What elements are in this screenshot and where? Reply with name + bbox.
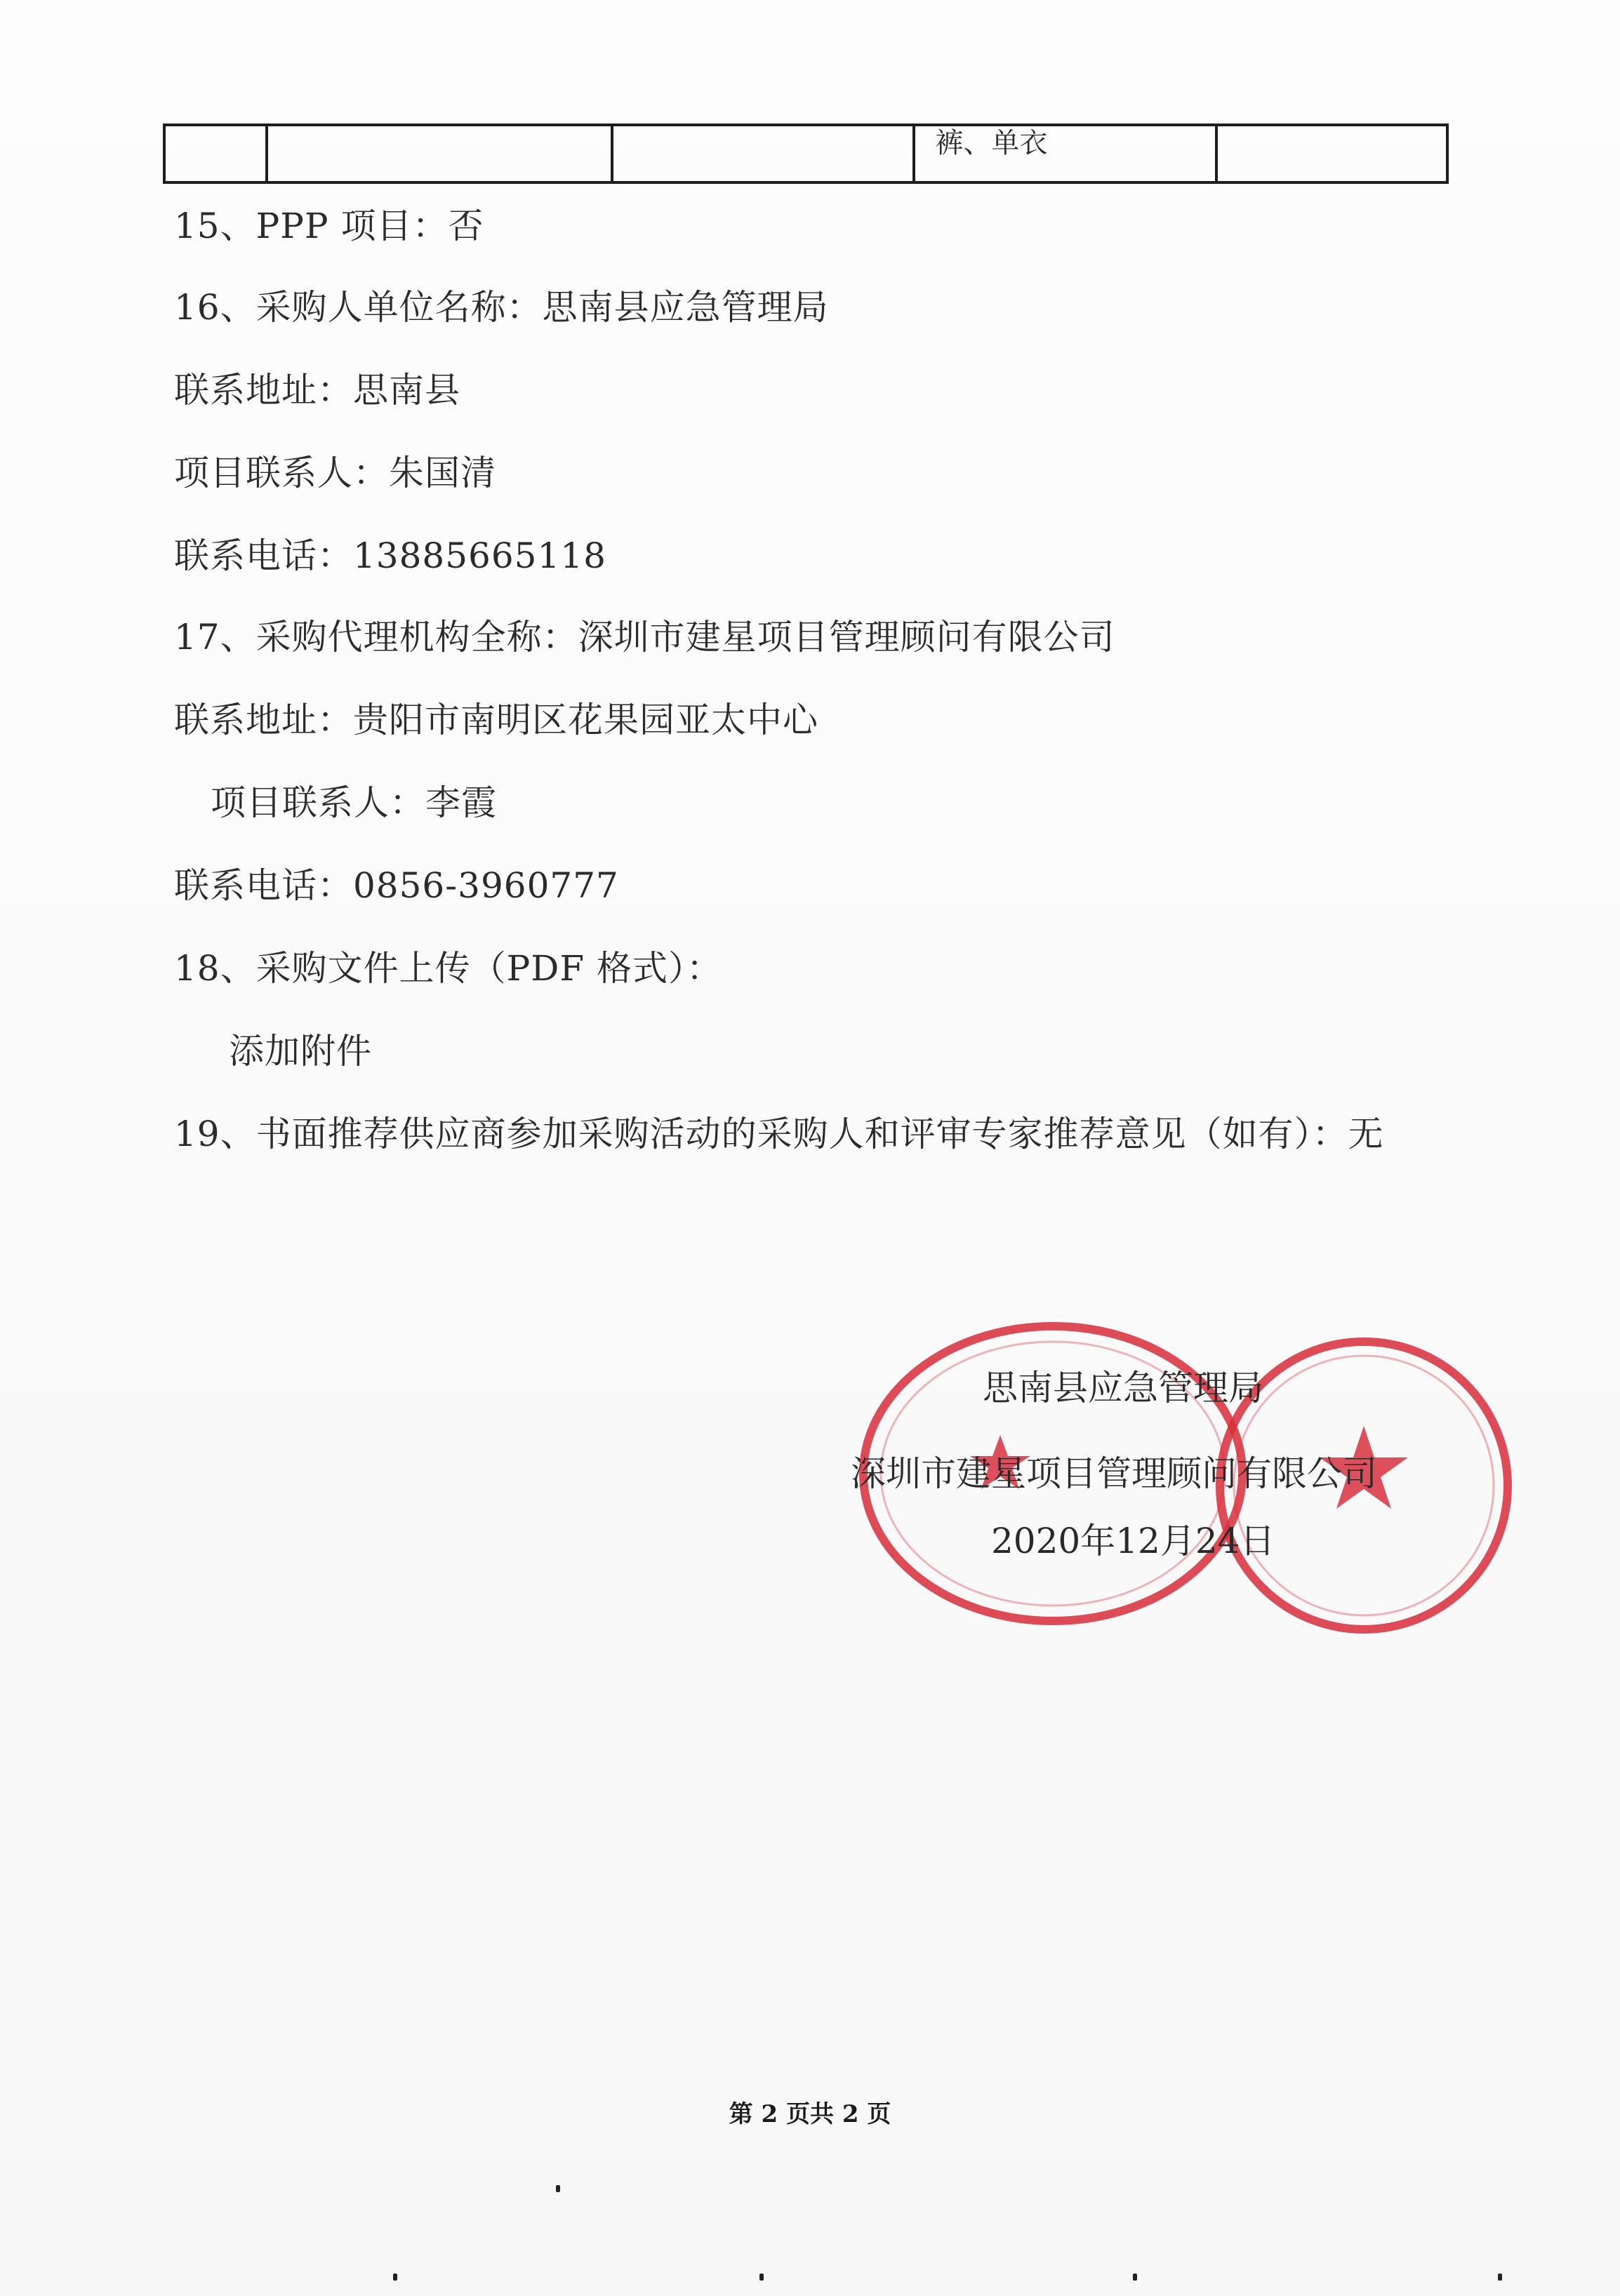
signature-purchaser: 思南县应急管理局 [983,1368,1263,1408]
table-fragment [163,124,1449,184]
scan-speck [556,2185,560,2192]
table-cell [612,125,915,182]
item-purchaser-address: 联系地址：思南县 [174,370,460,411]
scan-speck [1498,2274,1502,2281]
table-row [164,125,1447,182]
scan-speck [759,2274,764,2281]
add-attachment-link[interactable]: 添加附件 [229,1031,372,1072]
item-ppp: 15、PPP 项目：否 [174,206,484,246]
scan-speck [393,2274,397,2281]
item-purchaser-contact: 项目联系人：朱国清 [174,453,496,493]
item-agency-name: 17、采购代理机构全称：深圳市建星项目管理顾问有限公司 [174,617,1115,658]
item-purchaser-name: 16、采购人单位名称：思南县应急管理局 [174,287,829,328]
table-cell [267,125,612,182]
item-agency-address: 联系地址：贵阳市南明区花果园亚太中心 [174,700,818,740]
item-recommendation: 19、书面推荐供应商参加采购活动的采购人和评审专家推荐意见（如有）：无 [174,1114,1384,1154]
table-cell [164,125,267,182]
scan-speck [1133,2274,1137,2281]
item-file-upload: 18、采购文件上传（PDF 格式）： [174,948,722,989]
item-purchaser-phone: 联系电话：13885665118 [174,535,606,576]
signature-date: 2020年12月24日 [991,1521,1275,1561]
item-agency-phone: 联系电话：0856-3960777 [174,865,619,906]
item-agency-contact: 项目联系人：李霞 [211,782,497,823]
page-footer: 第 2 页共 2 页 [729,2100,891,2128]
table-cell: 裤、单衣 [914,125,1216,182]
signature-agency: 深圳市建星项目管理顾问有限公司 [851,1453,1377,1494]
table-cell [1216,125,1447,182]
